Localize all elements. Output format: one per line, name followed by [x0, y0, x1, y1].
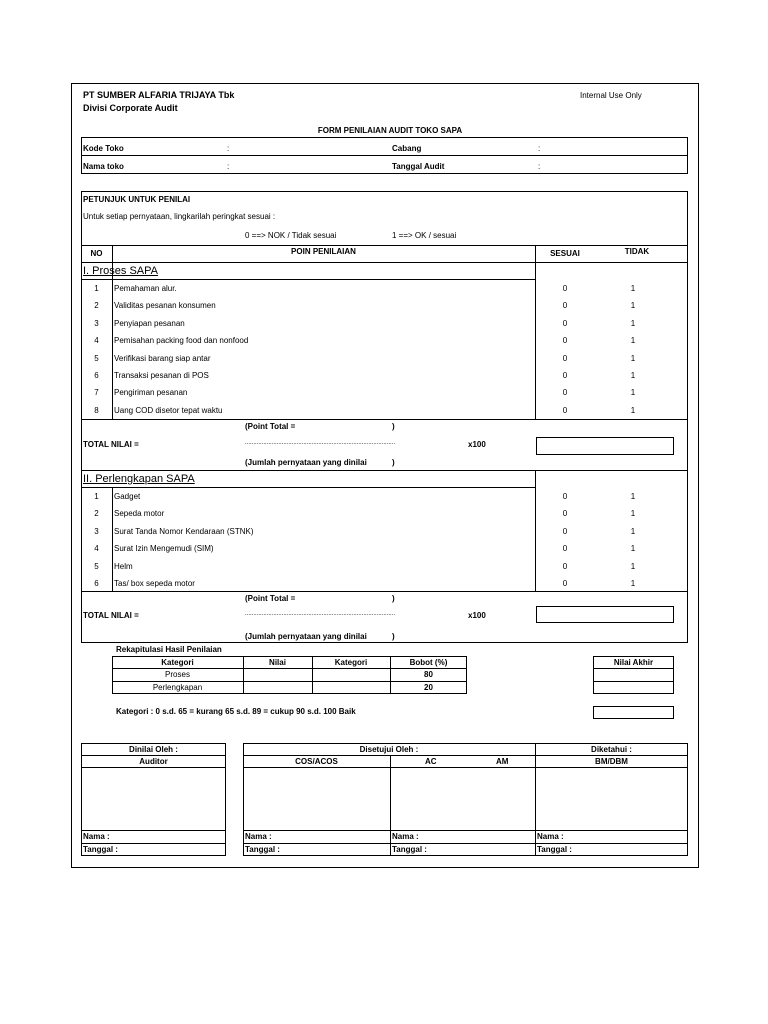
- main-table: [81, 191, 688, 643]
- item-text: Validitas pesanan konsumen: [114, 301, 216, 311]
- sig-ac-tanggal: Tanggal :: [392, 845, 427, 854]
- s2-jumlah-paren: ): [392, 632, 395, 641]
- s1-total-label: TOTAL NILAI =: [83, 440, 139, 449]
- sig-cos-nama: Nama :: [245, 832, 272, 841]
- s1-total-dots: ..........................................................................................: [245, 440, 396, 446]
- item-text: Pemisahan packing food dan nonfood: [114, 336, 249, 346]
- s2-total-input[interactable]: [536, 606, 674, 623]
- sig-ac: AC: [425, 757, 437, 766]
- s1-total-input[interactable]: [536, 437, 674, 455]
- nama-toko-label: Nama toko: [83, 162, 124, 171]
- final-score-box[interactable]: [593, 706, 674, 719]
- section2-title: II. Perlengkapan SAPA: [83, 473, 195, 485]
- header-sesuai: SESUAI: [550, 249, 580, 258]
- item-sesuai[interactable]: 0: [562, 318, 568, 328]
- sig-bm-nama: Nama :: [537, 832, 564, 841]
- item-sesuai[interactable]: 0: [562, 336, 568, 346]
- s2-total-label: TOTAL NILAI =: [83, 611, 139, 620]
- s1-x100: x100: [468, 440, 486, 449]
- form-title: FORM PENILAIAN AUDIT TOKO SAPA: [317, 126, 463, 135]
- s1-point-total: (Point Total =: [245, 422, 296, 431]
- item-text: Surat Izin Mengemudi (SIM): [114, 544, 214, 554]
- s1-point-paren: ): [392, 422, 395, 431]
- recap-header-kategori2: Kategori: [334, 658, 368, 667]
- s1-jumlah: (Jumlah pernyataan yang dinilai: [245, 458, 367, 467]
- item-no: 8: [94, 405, 99, 415]
- item-tidak[interactable]: 1: [630, 526, 636, 536]
- item-sesuai[interactable]: 0: [562, 388, 568, 398]
- header-poin: POIN PENILAIAN: [291, 247, 356, 256]
- recap-row-proses: Proses: [165, 670, 190, 679]
- item-tidak[interactable]: 1: [630, 301, 636, 311]
- cabang-label: Cabang: [392, 144, 422, 153]
- item-tidak[interactable]: 1: [630, 509, 636, 519]
- recap-header-kategori: Kategori: [161, 658, 194, 667]
- kode-toko-label: Kode Toko: [83, 144, 124, 153]
- item-tidak[interactable]: 1: [630, 318, 636, 328]
- recap-row-proses-bobot: 80: [424, 670, 433, 679]
- division-name: Divisi Corporate Audit: [83, 103, 178, 113]
- sig-auditor: Auditor: [139, 757, 168, 766]
- item-sesuai[interactable]: 0: [562, 509, 568, 519]
- item-text: Gadget: [114, 492, 141, 501]
- recap-header-nilai: Nilai: [269, 658, 286, 667]
- item-tidak[interactable]: 1: [630, 561, 636, 571]
- item-no: 6: [94, 371, 99, 380]
- item-text: Verifikasi barang siap antar: [114, 353, 211, 363]
- item-no: 1: [94, 492, 99, 501]
- item-sesuai[interactable]: 0: [562, 526, 568, 536]
- sig-bm-tanggal: Tanggal :: [537, 845, 572, 854]
- recap-row-perlengkapan-bobot: 20: [424, 683, 433, 692]
- header-no: NO: [90, 249, 103, 258]
- instructions-title: PETUNJUK UNTUK PENILAI: [83, 195, 191, 204]
- item-no: 5: [94, 561, 99, 571]
- item-tidak[interactable]: 1: [630, 336, 636, 346]
- item-sesuai[interactable]: 0: [562, 405, 568, 415]
- sig-dinilai-title: Dinilai Oleh :: [129, 745, 178, 754]
- item-tidak[interactable]: 1: [630, 544, 636, 554]
- internal-label: Internal Use Only: [580, 91, 642, 100]
- item-no: 1: [94, 284, 99, 293]
- item-tidak[interactable]: 1: [630, 388, 636, 398]
- company-name: PT SUMBER ALFARIA TRIJAYA Tbk: [83, 90, 235, 100]
- item-no: 2: [94, 301, 99, 311]
- s2-point-paren: ): [392, 594, 395, 603]
- item-text: Surat Tanda Nomor Kendaraan (STNK): [114, 526, 254, 536]
- section1-title: I. Proses SAPA: [83, 265, 158, 277]
- item-no: 6: [94, 579, 99, 588]
- item-sesuai[interactable]: 0: [562, 284, 568, 293]
- s2-point-total: (Point Total =: [245, 594, 296, 603]
- instructions-nok: 0 ==> NOK / Tidak sesuai: [245, 231, 337, 240]
- item-no: 4: [94, 336, 99, 346]
- s1-jumlah-paren: ): [392, 458, 395, 467]
- sig-ac-nama: Nama :: [392, 832, 419, 841]
- nama-toko-colon: :: [227, 162, 230, 171]
- item-tidak[interactable]: 1: [630, 371, 636, 380]
- item-text: Transaksi pesanan di POS: [114, 371, 209, 380]
- recap-title: Rekapitulasi Hasil Penilaian: [116, 645, 222, 654]
- recap-row-perlengkapan: Perlengkapan: [152, 683, 203, 692]
- recap-header-bobot: Bobot (%): [409, 658, 448, 667]
- item-no: 5: [94, 353, 99, 363]
- instructions-text: Untuk setiap pernyataan, lingkarilah peringkat sesuai :: [83, 212, 276, 221]
- sig-auditor-tanggal: Tanggal :: [83, 845, 118, 854]
- item-text: Uang COD disetor tepat waktu: [114, 405, 223, 415]
- sig-auditor-nama: Nama :: [83, 832, 110, 841]
- s2-total-dots: ..........................................................................................: [245, 611, 396, 617]
- header-tidak: TIDAK: [624, 247, 650, 256]
- s2-jumlah: (Jumlah pernyataan yang dinilai: [245, 632, 367, 641]
- item-text: Pemahaman alur.: [114, 284, 177, 293]
- item-no: 2: [94, 509, 99, 519]
- sig-cos-tanggal: Tanggal :: [245, 845, 280, 854]
- item-sesuai[interactable]: 0: [562, 301, 568, 311]
- item-tidak[interactable]: 1: [630, 579, 636, 588]
- tanggal-audit-label: Tanggal Audit: [392, 162, 445, 171]
- item-no: 3: [94, 318, 99, 328]
- item-sesuai[interactable]: 0: [562, 353, 568, 363]
- item-sesuai[interactable]: 0: [562, 492, 568, 501]
- item-text: Pengiriman pesanan: [114, 388, 188, 398]
- tanggal-audit-colon: :: [538, 162, 541, 171]
- kode-toko-colon: :: [227, 144, 230, 153]
- item-no: 4: [94, 544, 99, 554]
- nilai-akhir-header: Nilai Akhir: [613, 658, 654, 667]
- item-tidak[interactable]: 1: [630, 405, 636, 415]
- cabang-colon: :: [538, 144, 541, 153]
- kategori-legend: Kategori : 0 s.d. 65 = kurang 65 s.d. 89 = cukup 90 s.d. 100 Baik: [116, 707, 356, 716]
- item-text: Tas/ box sepeda motor: [114, 579, 195, 588]
- item-text: Sepeda motor: [114, 509, 165, 519]
- item-tidak[interactable]: 1: [630, 284, 636, 293]
- item-text: Penyiapan pesanan: [114, 318, 185, 328]
- sig-am: AM: [496, 757, 509, 766]
- item-tidak[interactable]: 1: [630, 492, 636, 501]
- instructions-ok: 1 ==> OK / sesuai: [392, 231, 457, 240]
- item-sesuai[interactable]: 0: [562, 579, 568, 588]
- item-no: 3: [94, 526, 99, 536]
- item-tidak[interactable]: 1: [630, 353, 636, 363]
- sig-bm: BM/DBM: [595, 757, 628, 766]
- item-sesuai[interactable]: 0: [562, 544, 568, 554]
- item-no: 7: [94, 388, 99, 398]
- sig-cos: COS/ACOS: [295, 757, 338, 766]
- item-sesuai[interactable]: 0: [562, 371, 568, 380]
- sig-diketahui-title: Diketahui :: [591, 745, 632, 754]
- s2-x100: x100: [468, 611, 486, 620]
- sig-disetujui-title: Disetujui Oleh :: [359, 745, 419, 754]
- item-text: Helm: [114, 561, 133, 571]
- item-sesuai[interactable]: 0: [562, 561, 568, 571]
